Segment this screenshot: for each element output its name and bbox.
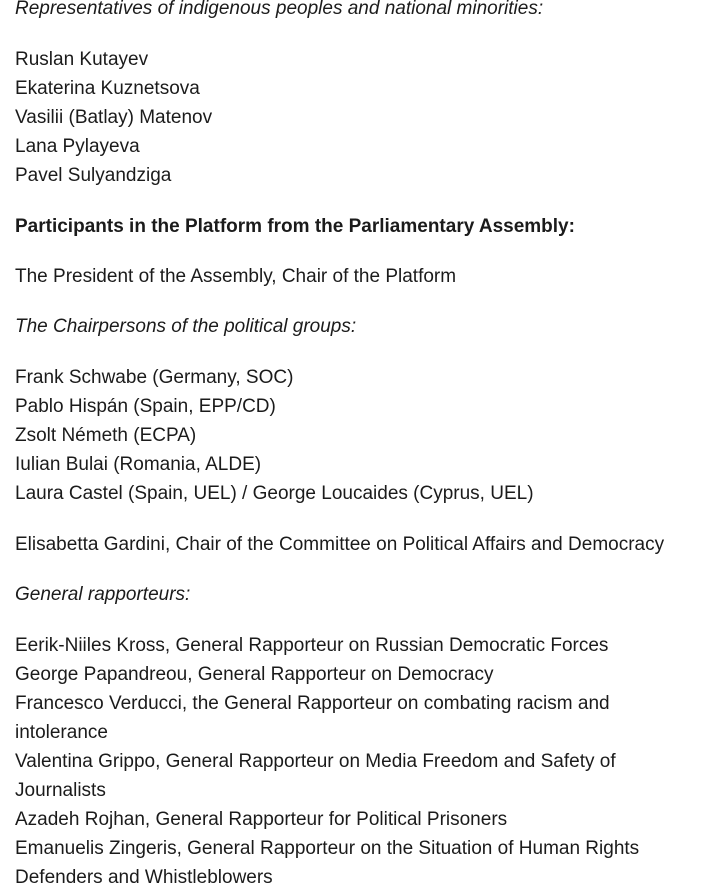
list-item: Laura Castel (Spain, UEL) / George Loucaides (Cyprus, UEL) [15, 483, 534, 504]
rapporteurs-heading: General rapporteurs: [15, 584, 191, 605]
rapporteurs-list [15, 631, 655, 891]
president-line: The President of the Assembly, Chair of the Platform [15, 266, 457, 287]
list-item: Lana Pylayeva [15, 136, 140, 157]
list-item: Zsolt Németh (ECPA) [15, 425, 197, 446]
list-item: Valentina Grippo, General Rapporteur on Media Freedom and Safety of Journalists [15, 751, 616, 801]
chairpersons-heading: The Chairpersons of the political groups: [15, 316, 357, 337]
list-item: Ruslan Kutayev [15, 49, 149, 70]
chairpersons-list [15, 363, 707, 508]
list-item: Francesco Verducci, the General Rapporteur on combating racism and intolerance [15, 693, 610, 743]
list-item: Emanuelis Zingeris, General Rapporteur on the Situation of Human Rights Defenders and Whistleblowers [15, 838, 640, 888]
list-item: Azadeh Rojhan, General Rapporteur for Political Prisoners [15, 809, 508, 830]
list-item: Iulian Bulai (Romania, ALDE) [15, 454, 262, 475]
list-item: Eerik-Niiles Kross, General Rapporteur on Russian Democratic Forces [15, 635, 609, 656]
list-item: Pablo Hispán (Spain, EPP/CD) [15, 396, 276, 417]
list-item: Pavel Sulyandziga [15, 165, 172, 186]
list-item: Frank Schwabe (Germany, SOC) [15, 367, 294, 388]
indigenous-heading: Representatives of indigenous peoples and national minorities: [15, 0, 544, 19]
committee-chair-line: Elisabetta Gardini, Chair of the Committee on Political Affairs and Democracy [15, 534, 665, 555]
list-item: George Papandreou, General Rapporteur on Democracy [15, 664, 494, 685]
list-item: Ekaterina Kuznetsova [15, 78, 200, 99]
list-item: Vasilii (Batlay) Matenov [15, 107, 213, 128]
indigenous-members-list [15, 45, 707, 190]
pace-heading: Participants in the Platform from the Parliamentary Assembly: [15, 216, 575, 237]
